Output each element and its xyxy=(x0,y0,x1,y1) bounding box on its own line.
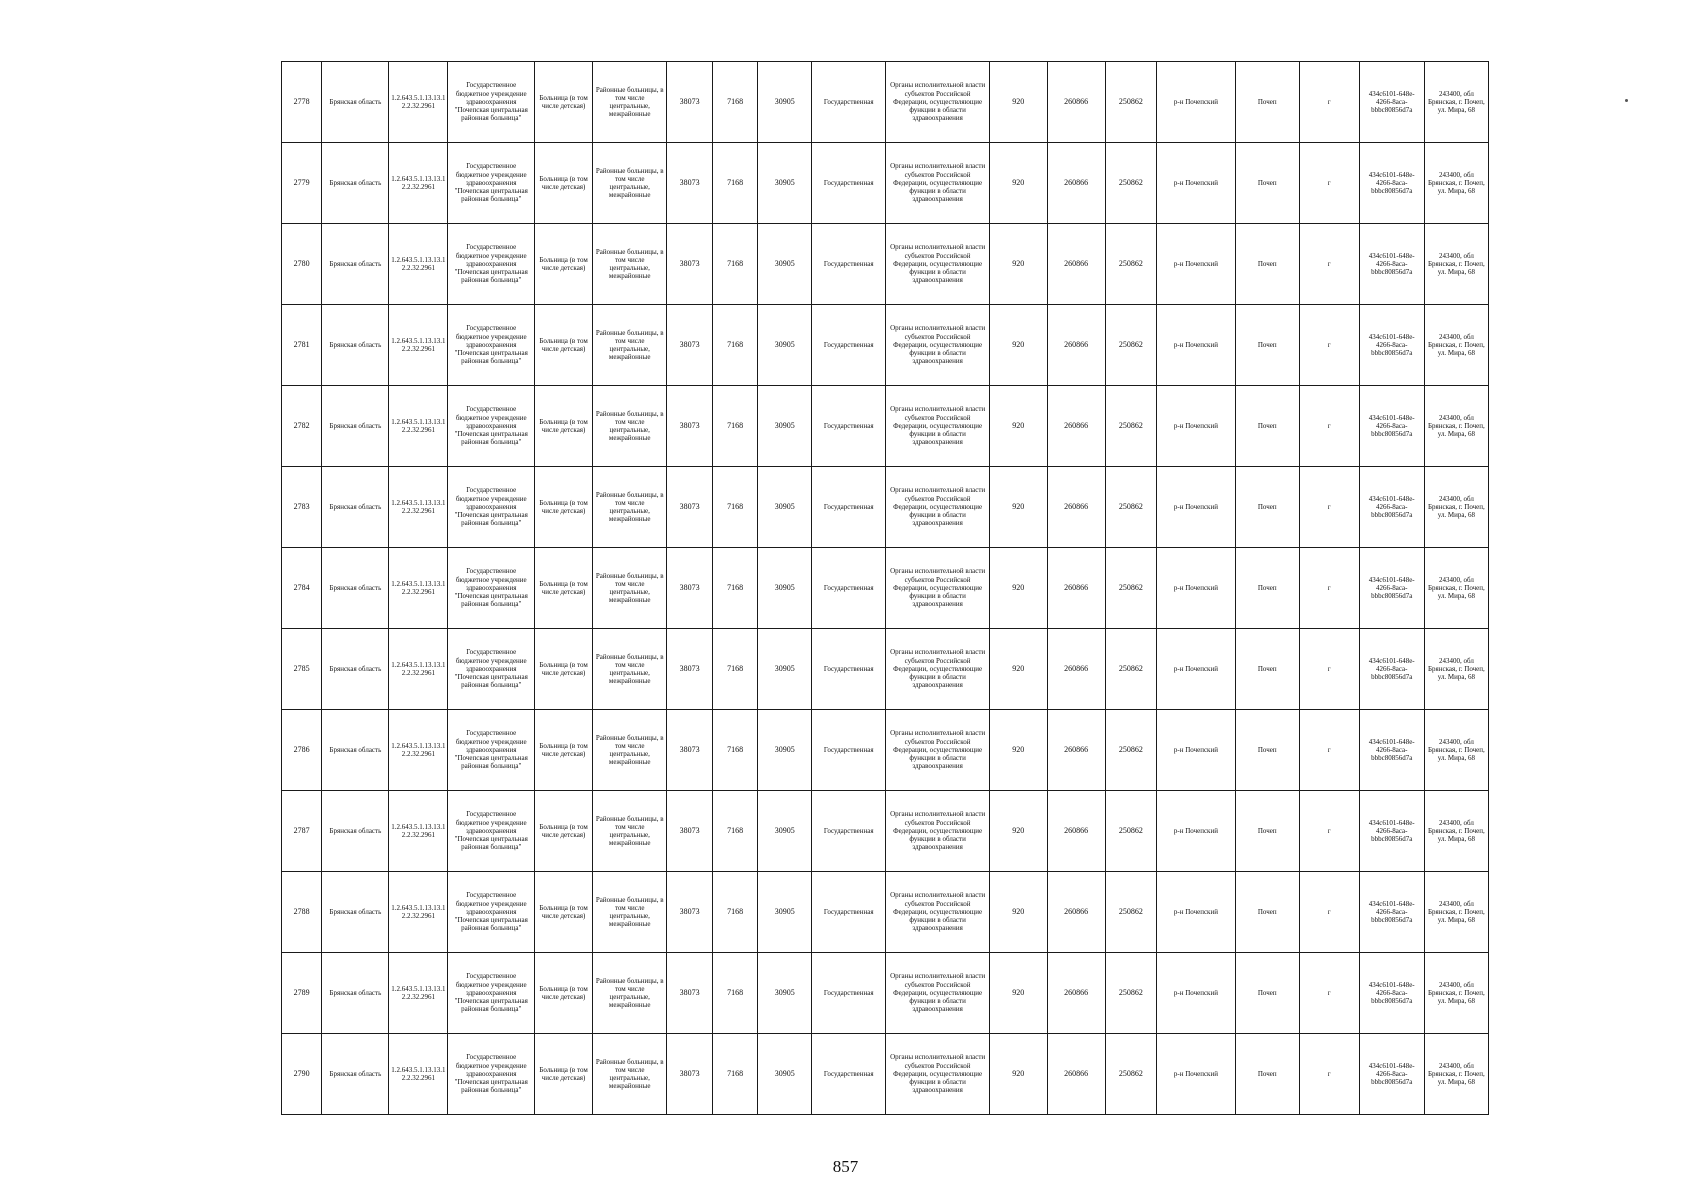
row-number-cell: 2778 xyxy=(282,62,322,143)
address-cell: 243400, обл Брянская, г. Почеп, ул. Мира, 68 xyxy=(1424,143,1488,224)
settlement-type-cell: г xyxy=(1299,953,1359,1034)
row-number-cell: 2787 xyxy=(282,791,322,872)
value-2-cell: 7168 xyxy=(712,629,757,710)
value-2-cell: 7168 xyxy=(712,62,757,143)
authority-cell: Органы исполнительной власти субъектов Российской Федерации, осуществляющие функции в области здравоохранения xyxy=(886,791,989,872)
row-number-cell: 2789 xyxy=(282,953,322,1034)
district-cell: р-н Почепский xyxy=(1157,953,1236,1034)
table-row xyxy=(282,386,1489,467)
district-cell: р-н Почепский xyxy=(1157,305,1236,386)
city-cell: Почеп xyxy=(1235,548,1299,629)
region-cell: Брянская область xyxy=(322,1034,389,1115)
facility-category-cell: Больница (в том числе детская) xyxy=(535,791,593,872)
facility-category-cell: Больница (в том числе детская) xyxy=(535,629,593,710)
value-3-cell: 30905 xyxy=(758,305,812,386)
district-cell: р-н Почепский xyxy=(1157,143,1236,224)
value-4-cell: 920 xyxy=(989,1034,1047,1115)
facility-category-cell: Больница (в том числе детская) xyxy=(535,62,593,143)
organization-name-cell: Государственное бюджетное учреждение здравоохранения "Почепская центральная районная больница" xyxy=(448,224,535,305)
ownership-cell: Государственная xyxy=(812,791,886,872)
guid-cell: 434c6101-648e-4266-8aca-bbbc80856d7a xyxy=(1359,386,1424,467)
oid-code-cell: 1.2.643.5.1.13.13.12.2.32.2961 xyxy=(389,791,448,872)
value-6-cell: 250862 xyxy=(1105,467,1157,548)
facility-category-cell: Больница (в том числе детская) xyxy=(535,143,593,224)
value-4-cell: 920 xyxy=(989,953,1047,1034)
value-3-cell: 30905 xyxy=(758,872,812,953)
facility-category-cell: Больница (в том числе детская) xyxy=(535,224,593,305)
table-row xyxy=(282,143,1489,224)
district-cell: р-н Почепский xyxy=(1157,224,1236,305)
row-number-cell: 2790 xyxy=(282,1034,322,1115)
ownership-cell: Государственная xyxy=(812,467,886,548)
table-row xyxy=(282,872,1489,953)
authority-cell: Органы исполнительной власти субъектов Российской Федерации, осуществляющие функции в области здравоохранения xyxy=(886,386,989,467)
value-2-cell: 7168 xyxy=(712,710,757,791)
facility-type-cell: Районные больницы, в том числе центральные, межрайонные xyxy=(593,872,667,953)
facility-type-cell: Районные больницы, в том числе центральные, межрайонные xyxy=(593,791,667,872)
value-4-cell: 920 xyxy=(989,791,1047,872)
address-cell: 243400, обл Брянская, г. Почеп, ул. Мира, 68 xyxy=(1424,872,1488,953)
region-cell: Брянская область xyxy=(322,791,389,872)
value-6-cell: 250862 xyxy=(1105,953,1157,1034)
authority-cell: Органы исполнительной власти субъектов Российской Федерации, осуществляющие функции в области здравоохранения xyxy=(886,305,989,386)
address-cell: 243400, обл Брянская, г. Почеп, ул. Мира, 68 xyxy=(1424,548,1488,629)
guid-cell: 434c6101-648e-4266-8aca-bbbc80856d7a xyxy=(1359,710,1424,791)
table-row xyxy=(282,791,1489,872)
value-3-cell: 30905 xyxy=(758,791,812,872)
settlement-type-cell: г xyxy=(1299,1034,1359,1115)
city-cell: Почеп xyxy=(1235,386,1299,467)
address-cell: 243400, обл Брянская, г. Почеп, ул. Мира, 68 xyxy=(1424,1034,1488,1115)
value-6-cell: 250862 xyxy=(1105,791,1157,872)
row-number-cell: 2788 xyxy=(282,872,322,953)
facility-category-cell: Больница (в том числе детская) xyxy=(535,386,593,467)
value-1-cell: 38073 xyxy=(667,548,712,629)
guid-cell: 434c6101-648e-4266-8aca-bbbc80856d7a xyxy=(1359,143,1424,224)
city-cell: Почеп xyxy=(1235,62,1299,143)
facility-category-cell: Больница (в том числе детская) xyxy=(535,710,593,791)
address-cell: 243400, обл Брянская, г. Почеп, ул. Мира, 68 xyxy=(1424,467,1488,548)
address-cell: 243400, обл Брянская, г. Почеп, ул. Мира, 68 xyxy=(1424,62,1488,143)
settlement-type-cell: г xyxy=(1299,791,1359,872)
region-cell: Брянская область xyxy=(322,710,389,791)
registry-table xyxy=(281,61,1489,1115)
facility-category-cell: Больница (в том числе детская) xyxy=(535,872,593,953)
guid-cell: 434c6101-648e-4266-8aca-bbbc80856d7a xyxy=(1359,224,1424,305)
district-cell: р-н Почепский xyxy=(1157,467,1236,548)
ownership-cell: Государственная xyxy=(812,629,886,710)
address-cell: 243400, обл Брянская, г. Почеп, ул. Мира, 68 xyxy=(1424,710,1488,791)
organization-name-cell: Государственное бюджетное учреждение здравоохранения "Почепская центральная районная больница" xyxy=(448,467,535,548)
ownership-cell: Государственная xyxy=(812,143,886,224)
value-3-cell: 30905 xyxy=(758,710,812,791)
city-cell: Почеп xyxy=(1235,143,1299,224)
value-4-cell: 920 xyxy=(989,143,1047,224)
value-2-cell: 7168 xyxy=(712,1034,757,1115)
facility-type-cell: Районные больницы, в том числе центральные, межрайонные xyxy=(593,467,667,548)
organization-name-cell: Государственное бюджетное учреждение здравоохранения "Почепская центральная районная больница" xyxy=(448,953,535,1034)
value-4-cell: 920 xyxy=(989,710,1047,791)
region-cell: Брянская область xyxy=(322,953,389,1034)
facility-type-cell: Районные больницы, в том числе центральные, межрайонные xyxy=(593,629,667,710)
guid-cell: 434c6101-648e-4266-8aca-bbbc80856d7a xyxy=(1359,467,1424,548)
region-cell: Брянская область xyxy=(322,143,389,224)
region-cell: Брянская область xyxy=(322,305,389,386)
address-cell: 243400, обл Брянская, г. Почеп, ул. Мира, 68 xyxy=(1424,386,1488,467)
facility-type-cell: Районные больницы, в том числе центральные, межрайонные xyxy=(593,305,667,386)
value-5-cell: 260866 xyxy=(1047,1034,1105,1115)
value-4-cell: 920 xyxy=(989,467,1047,548)
value-6-cell: 250862 xyxy=(1105,305,1157,386)
value-1-cell: 38073 xyxy=(667,143,712,224)
oid-code-cell: 1.2.643.5.1.13.13.12.2.32.2961 xyxy=(389,953,448,1034)
oid-code-cell: 1.2.643.5.1.13.13.12.2.32.2961 xyxy=(389,629,448,710)
organization-name-cell: Государственное бюджетное учреждение здравоохранения "Почепская центральная районная больница" xyxy=(448,548,535,629)
value-2-cell: 7168 xyxy=(712,953,757,1034)
address-cell: 243400, обл Брянская, г. Почеп, ул. Мира, 68 xyxy=(1424,305,1488,386)
table-row xyxy=(282,1034,1489,1115)
ownership-cell: Государственная xyxy=(812,872,886,953)
value-1-cell: 38073 xyxy=(667,467,712,548)
value-2-cell: 7168 xyxy=(712,791,757,872)
district-cell: р-н Почепский xyxy=(1157,548,1236,629)
settlement-type-cell: г xyxy=(1299,224,1359,305)
oid-code-cell: 1.2.643.5.1.13.13.12.2.32.2961 xyxy=(389,62,448,143)
row-number-cell: 2780 xyxy=(282,224,322,305)
value-3-cell: 30905 xyxy=(758,62,812,143)
value-3-cell: 30905 xyxy=(758,224,812,305)
address-cell: 243400, обл Брянская, г. Почеп, ул. Мира, 68 xyxy=(1424,224,1488,305)
district-cell: р-н Почепский xyxy=(1157,1034,1236,1115)
guid-cell: 434c6101-648e-4266-8aca-bbbc80856d7a xyxy=(1359,872,1424,953)
ownership-cell: Государственная xyxy=(812,62,886,143)
guid-cell: 434c6101-648e-4266-8aca-bbbc80856d7a xyxy=(1359,62,1424,143)
value-4-cell: 920 xyxy=(989,629,1047,710)
authority-cell: Органы исполнительной власти субъектов Российской Федерации, осуществляющие функции в области здравоохранения xyxy=(886,629,989,710)
facility-type-cell: Районные больницы, в том числе центральные, межрайонные xyxy=(593,386,667,467)
table-row xyxy=(282,953,1489,1034)
table-row xyxy=(282,62,1489,143)
value-3-cell: 30905 xyxy=(758,1034,812,1115)
guid-cell: 434c6101-648e-4266-8aca-bbbc80856d7a xyxy=(1359,629,1424,710)
row-number-cell: 2779 xyxy=(282,143,322,224)
value-2-cell: 7168 xyxy=(712,143,757,224)
value-5-cell: 260866 xyxy=(1047,791,1105,872)
value-2-cell: 7168 xyxy=(712,386,757,467)
guid-cell: 434c6101-648e-4266-8aca-bbbc80856d7a xyxy=(1359,953,1424,1034)
ownership-cell: Государственная xyxy=(812,1034,886,1115)
authority-cell: Органы исполнительной власти субъектов Российской Федерации, осуществляющие функции в области здравоохранения xyxy=(886,953,989,1034)
value-5-cell: 260866 xyxy=(1047,953,1105,1034)
settlement-type-cell: г xyxy=(1299,872,1359,953)
row-number-cell: 2783 xyxy=(282,467,322,548)
value-4-cell: 920 xyxy=(989,386,1047,467)
table-row xyxy=(282,224,1489,305)
authority-cell: Органы исполнительной власти субъектов Российской Федерации, осуществляющие функции в области здравоохранения xyxy=(886,872,989,953)
organization-name-cell: Государственное бюджетное учреждение здравоохранения "Почепская центральная районная больница" xyxy=(448,710,535,791)
organization-name-cell: Государственное бюджетное учреждение здравоохранения "Почепская центральная районная больница" xyxy=(448,1034,535,1115)
value-3-cell: 30905 xyxy=(758,953,812,1034)
value-6-cell: 250862 xyxy=(1105,629,1157,710)
organization-name-cell: Государственное бюджетное учреждение здравоохранения "Почепская центральная районная больница" xyxy=(448,305,535,386)
table-row xyxy=(282,548,1489,629)
value-5-cell: 260866 xyxy=(1047,224,1105,305)
organization-name-cell: Государственное бюджетное учреждение здравоохранения "Почепская центральная районная больница" xyxy=(448,791,535,872)
value-5-cell: 260866 xyxy=(1047,386,1105,467)
facility-type-cell: Районные больницы, в том числе центральные, межрайонные xyxy=(593,62,667,143)
city-cell: Почеп xyxy=(1235,1034,1299,1115)
city-cell: Почеп xyxy=(1235,629,1299,710)
settlement-type-cell: г xyxy=(1299,710,1359,791)
value-6-cell: 250862 xyxy=(1105,386,1157,467)
facility-type-cell: Районные больницы, в том числе центральные, межрайонные xyxy=(593,710,667,791)
value-4-cell: 920 xyxy=(989,224,1047,305)
value-5-cell: 260866 xyxy=(1047,62,1105,143)
value-3-cell: 30905 xyxy=(758,386,812,467)
guid-cell: 434c6101-648e-4266-8aca-bbbc80856d7a xyxy=(1359,305,1424,386)
settlement-type-cell: г xyxy=(1299,386,1359,467)
ownership-cell: Государственная xyxy=(812,953,886,1034)
oid-code-cell: 1.2.643.5.1.13.13.12.2.32.2961 xyxy=(389,872,448,953)
value-1-cell: 38073 xyxy=(667,62,712,143)
organization-name-cell: Государственное бюджетное учреждение здравоохранения "Почепская центральная районная больница" xyxy=(448,629,535,710)
guid-cell: 434c6101-648e-4266-8aca-bbbc80856d7a xyxy=(1359,548,1424,629)
value-1-cell: 38073 xyxy=(667,629,712,710)
value-4-cell: 920 xyxy=(989,62,1047,143)
facility-type-cell: Районные больницы, в том числе центральные, межрайонные xyxy=(593,1034,667,1115)
value-1-cell: 38073 xyxy=(667,386,712,467)
organization-name-cell: Государственное бюджетное учреждение здравоохранения "Почепская центральная районная больница" xyxy=(448,62,535,143)
authority-cell: Органы исполнительной власти субъектов Российской Федерации, осуществляющие функции в области здравоохранения xyxy=(886,710,989,791)
city-cell: Почеп xyxy=(1235,467,1299,548)
oid-code-cell: 1.2.643.5.1.13.13.12.2.32.2961 xyxy=(389,143,448,224)
region-cell: Брянская область xyxy=(322,224,389,305)
value-6-cell: 250862 xyxy=(1105,143,1157,224)
value-6-cell: 250862 xyxy=(1105,548,1157,629)
settlement-type-cell: г xyxy=(1299,467,1359,548)
table-row xyxy=(282,629,1489,710)
value-2-cell: 7168 xyxy=(712,548,757,629)
table-row xyxy=(282,710,1489,791)
authority-cell: Органы исполнительной власти субъектов Российской Федерации, осуществляющие функции в области здравоохранения xyxy=(886,143,989,224)
address-cell: 243400, обл Брянская, г. Почеп, ул. Мира, 68 xyxy=(1424,629,1488,710)
page-number: 857 xyxy=(832,1157,859,1176)
value-2-cell: 7168 xyxy=(712,467,757,548)
table-row xyxy=(282,305,1489,386)
value-6-cell: 250862 xyxy=(1105,224,1157,305)
facility-category-cell: Больница (в том числе детская) xyxy=(535,305,593,386)
value-2-cell: 7168 xyxy=(712,305,757,386)
oid-code-cell: 1.2.643.5.1.13.13.12.2.32.2961 xyxy=(389,548,448,629)
row-number-cell: 2786 xyxy=(282,710,322,791)
authority-cell: Органы исполнительной власти субъектов Российской Федерации, осуществляющие функции в области здравоохранения xyxy=(886,548,989,629)
settlement-type-cell: г xyxy=(1299,629,1359,710)
region-cell: Брянская область xyxy=(322,62,389,143)
row-number-cell: 2782 xyxy=(282,386,322,467)
table-row xyxy=(282,467,1489,548)
city-cell: Почеп xyxy=(1235,710,1299,791)
value-3-cell: 30905 xyxy=(758,143,812,224)
row-number-cell: 2784 xyxy=(282,548,322,629)
city-cell: Почеп xyxy=(1235,872,1299,953)
ownership-cell: Государственная xyxy=(812,224,886,305)
region-cell: Брянская область xyxy=(322,386,389,467)
value-5-cell: 260866 xyxy=(1047,305,1105,386)
city-cell: Почеп xyxy=(1235,953,1299,1034)
district-cell: р-н Почепский xyxy=(1157,386,1236,467)
region-cell: Брянская область xyxy=(322,467,389,548)
value-4-cell: 920 xyxy=(989,872,1047,953)
organization-name-cell: Государственное бюджетное учреждение здравоохранения "Почепская центральная районная больница" xyxy=(448,872,535,953)
value-5-cell: 260866 xyxy=(1047,143,1105,224)
value-3-cell: 30905 xyxy=(758,629,812,710)
facility-type-cell: Районные больницы, в том числе центральные, межрайонные xyxy=(593,143,667,224)
settlement-type-cell: г xyxy=(1299,548,1359,629)
facility-type-cell: Районные больницы, в том числе центральные, межрайонные xyxy=(593,224,667,305)
district-cell: р-н Почепский xyxy=(1157,791,1236,872)
city-cell: Почеп xyxy=(1235,305,1299,386)
value-1-cell: 38073 xyxy=(667,872,712,953)
address-cell: 243400, обл Брянская, г. Почеп, ул. Мира, 68 xyxy=(1424,791,1488,872)
oid-code-cell: 1.2.643.5.1.13.13.12.2.32.2961 xyxy=(389,224,448,305)
region-cell: Брянская область xyxy=(322,629,389,710)
authority-cell: Органы исполнительной власти субъектов Российской Федерации, осуществляющие функции в области здравоохранения xyxy=(886,1034,989,1115)
address-cell: 243400, обл Брянская, г. Почеп, ул. Мира, 68 xyxy=(1424,953,1488,1034)
facility-type-cell: Районные больницы, в том числе центральные, межрайонные xyxy=(593,953,667,1034)
scan-speck xyxy=(1625,99,1628,102)
value-3-cell: 30905 xyxy=(758,467,812,548)
organization-name-cell: Государственное бюджетное учреждение здравоохранения "Почепская центральная районная больница" xyxy=(448,386,535,467)
value-6-cell: 250862 xyxy=(1105,1034,1157,1115)
value-6-cell: 250862 xyxy=(1105,872,1157,953)
region-cell: Брянская область xyxy=(322,548,389,629)
district-cell: р-н Почепский xyxy=(1157,710,1236,791)
district-cell: р-н Почепский xyxy=(1157,629,1236,710)
value-4-cell: 920 xyxy=(989,305,1047,386)
authority-cell: Органы исполнительной власти субъектов Российской Федерации, осуществляющие функции в области здравоохранения xyxy=(886,467,989,548)
facility-category-cell: Больница (в том числе детская) xyxy=(535,548,593,629)
district-cell: р-н Почепский xyxy=(1157,62,1236,143)
ownership-cell: Государственная xyxy=(812,386,886,467)
value-4-cell: 920 xyxy=(989,548,1047,629)
settlement-type-cell: г xyxy=(1299,62,1359,143)
guid-cell: 434c6101-648e-4266-8aca-bbbc80856d7a xyxy=(1359,791,1424,872)
oid-code-cell: 1.2.643.5.1.13.13.12.2.32.2961 xyxy=(389,1034,448,1115)
city-cell: Почеп xyxy=(1235,224,1299,305)
row-number-cell: 2785 xyxy=(282,629,322,710)
ownership-cell: Государственная xyxy=(812,710,886,791)
value-6-cell: 250862 xyxy=(1105,710,1157,791)
value-5-cell: 260866 xyxy=(1047,548,1105,629)
oid-code-cell: 1.2.643.5.1.13.13.12.2.32.2961 xyxy=(389,710,448,791)
oid-code-cell: 1.2.643.5.1.13.13.12.2.32.2961 xyxy=(389,467,448,548)
value-5-cell: 260866 xyxy=(1047,629,1105,710)
value-1-cell: 38073 xyxy=(667,1034,712,1115)
facility-category-cell: Больница (в том числе детская) xyxy=(535,467,593,548)
organization-name-cell: Государственное бюджетное учреждение здравоохранения "Почепская центральная районная больница" xyxy=(448,143,535,224)
value-5-cell: 260866 xyxy=(1047,710,1105,791)
ownership-cell: Государственная xyxy=(812,548,886,629)
oid-code-cell: 1.2.643.5.1.13.13.12.2.32.2961 xyxy=(389,386,448,467)
authority-cell: Органы исполнительной власти субъектов Российской Федерации, осуществляющие функции в области здравоохранения xyxy=(886,224,989,305)
value-1-cell: 38073 xyxy=(667,710,712,791)
guid-cell: 434c6101-648e-4266-8aca-bbbc80856d7a xyxy=(1359,1034,1424,1115)
value-1-cell: 38073 xyxy=(667,953,712,1034)
facility-type-cell: Районные больницы, в том числе центральные, межрайонные xyxy=(593,548,667,629)
value-6-cell: 250862 xyxy=(1105,62,1157,143)
city-cell: Почеп xyxy=(1235,791,1299,872)
value-5-cell: 260866 xyxy=(1047,467,1105,548)
ownership-cell: Государственная xyxy=(812,305,886,386)
value-5-cell: 260866 xyxy=(1047,872,1105,953)
value-1-cell: 38073 xyxy=(667,305,712,386)
settlement-type-cell: г xyxy=(1299,143,1359,224)
facility-category-cell: Больница (в том числе детская) xyxy=(535,1034,593,1115)
row-number-cell: 2781 xyxy=(282,305,322,386)
value-3-cell: 30905 xyxy=(758,548,812,629)
value-1-cell: 38073 xyxy=(667,791,712,872)
district-cell: р-н Почепский xyxy=(1157,872,1236,953)
value-2-cell: 7168 xyxy=(712,224,757,305)
authority-cell: Органы исполнительной власти субъектов Российской Федерации, осуществляющие функции в области здравоохранения xyxy=(886,62,989,143)
value-2-cell: 7168 xyxy=(712,872,757,953)
region-cell: Брянская область xyxy=(322,872,389,953)
settlement-type-cell: г xyxy=(1299,305,1359,386)
oid-code-cell: 1.2.643.5.1.13.13.12.2.32.2961 xyxy=(389,305,448,386)
facility-category-cell: Больница (в том числе детская) xyxy=(535,953,593,1034)
value-1-cell: 38073 xyxy=(667,224,712,305)
